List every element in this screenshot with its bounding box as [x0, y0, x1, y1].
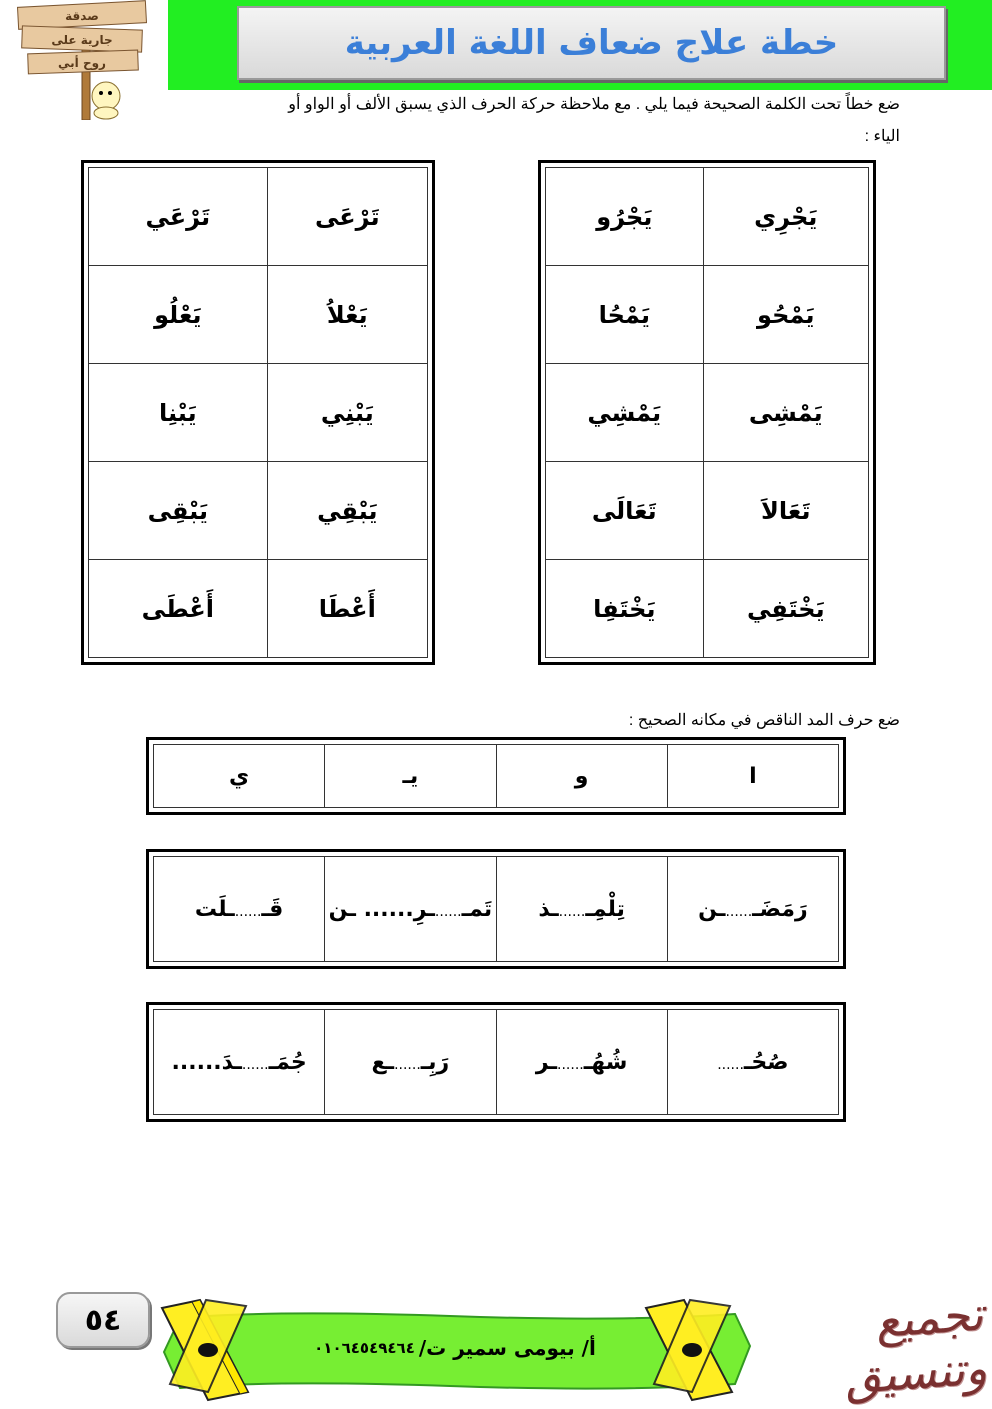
- fill-cell[interactable]: رَبِـ......ـع: [325, 1010, 496, 1115]
- word-cell[interactable]: تَرْعَى: [267, 168, 427, 266]
- table-row: [546, 560, 869, 658]
- letters-strip: [146, 737, 846, 815]
- page-number-box: [56, 1292, 150, 1348]
- table-row: [546, 266, 869, 364]
- fill-cell[interactable]: جُمَـ......ـدَ......: [154, 1010, 325, 1115]
- word-cell[interactable]: يَعْلُو: [89, 266, 268, 364]
- word-cell[interactable]: يَخْتَفِا: [546, 560, 704, 658]
- word-cell[interactable]: يَمْحُا: [546, 266, 704, 364]
- table-row: [154, 1010, 839, 1115]
- word-cell[interactable]: يَمْحُو: [703, 266, 868, 364]
- word-cell[interactable]: يَمْشِي: [546, 364, 704, 462]
- word-cell[interactable]: يَبْقِى: [89, 462, 268, 560]
- instruction-line-2: الياء :: [864, 128, 900, 145]
- word-cell[interactable]: يَجْرُو: [546, 168, 704, 266]
- word-cell[interactable]: يَمْشِى: [703, 364, 868, 462]
- table-row: [89, 364, 428, 462]
- instruction-line-1: ضع خطاً تحت الكلمة الصحيحة فيما يلي . مع ملاحظة حركة الحرف الذي يسبق الألف أو الواو أو: [288, 96, 900, 113]
- word-cell[interactable]: يَبْنِا: [89, 364, 268, 462]
- letter-cell: و: [496, 745, 667, 808]
- fill-strip-2: [146, 1002, 846, 1122]
- table-row: [546, 168, 869, 266]
- fill-cell[interactable]: شُهُـ......ـر: [496, 1010, 667, 1115]
- letter-cell: ا: [667, 745, 838, 808]
- credit-line: [255, 1328, 655, 1368]
- instruction-underline: [150, 94, 900, 146]
- page-title: خطة علاج ضعاف اللغة العربية: [344, 23, 839, 63]
- word-cell[interactable]: تَرْعَي: [89, 168, 268, 266]
- table-row: [154, 745, 839, 808]
- logo-line-1: صدقة: [65, 9, 99, 23]
- table-row: [89, 560, 428, 658]
- table-row: [89, 168, 428, 266]
- fill-cell[interactable]: قَـ......ـلَت: [154, 857, 325, 962]
- letter-cell: يـ: [325, 745, 496, 808]
- word-cell[interactable]: أَعْطَى: [89, 560, 268, 658]
- word-cell[interactable]: يَجْرِي: [703, 168, 868, 266]
- signature: تجميع وتنسيق: [842, 1286, 989, 1405]
- table-row: [546, 364, 869, 462]
- word-grid-right: [538, 160, 876, 665]
- fill-cell[interactable]: تِلْمِـ......ـذ: [496, 857, 667, 962]
- word-cell[interactable]: يَعْلاُ: [267, 266, 427, 364]
- page-number: ٥٤: [84, 1302, 122, 1338]
- credit-name: أ/ بيومى سمير ت/: [418, 1336, 596, 1360]
- table-row: [89, 462, 428, 560]
- word-cell[interactable]: تَعَالَى: [546, 462, 704, 560]
- instruction-fill-letter: ضع حرف المد الناقص في مكانه الصحيح :: [628, 712, 900, 729]
- fill-cell[interactable]: رَمَضَـ......ـن: [667, 857, 838, 962]
- word-cell[interactable]: يَبْقِي: [267, 462, 427, 560]
- table-row: [546, 462, 869, 560]
- fill-strip-1: [146, 849, 846, 969]
- header-title-box: [237, 6, 946, 80]
- word-cell[interactable]: تَعَالاَ: [703, 462, 868, 560]
- logo-line-2: جارية على: [51, 33, 113, 47]
- letter-cell: ي: [154, 745, 325, 808]
- sign-logo: [6, 0, 156, 120]
- word-grid-left: [81, 160, 435, 665]
- logo-line-3: روح أبي: [58, 56, 106, 70]
- word-cell[interactable]: يَبْنِي: [267, 364, 427, 462]
- credit-phone: ٠١٠٦٤٥٤٩٤٦٤: [314, 1339, 415, 1357]
- table-row: [154, 857, 839, 962]
- fill-cell[interactable]: تَمـ......ـرِ...... ـن: [325, 857, 496, 962]
- word-cell[interactable]: أَعْطَا: [267, 560, 427, 658]
- word-cell[interactable]: يَخْتَفِي: [703, 560, 868, 658]
- fill-cell[interactable]: صُحُـ......: [667, 1010, 838, 1115]
- table-row: [89, 266, 428, 364]
